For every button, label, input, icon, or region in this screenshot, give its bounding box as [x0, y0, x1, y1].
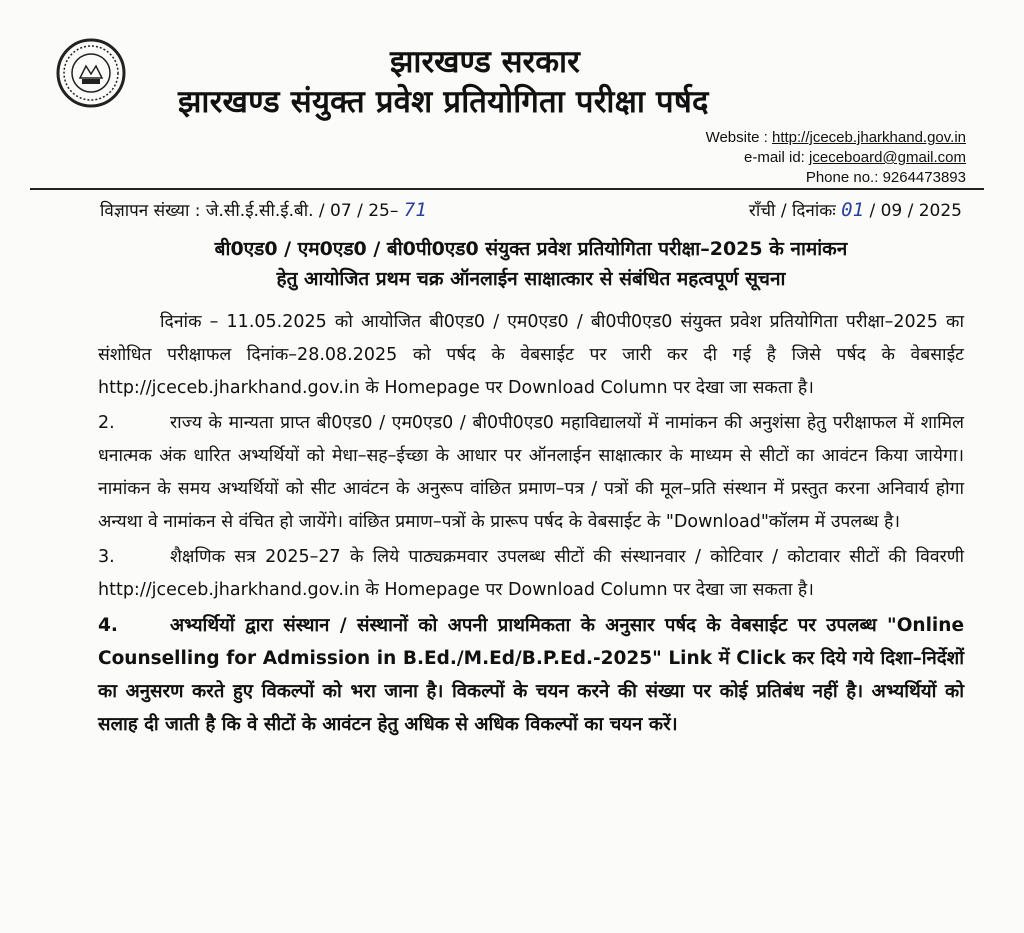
date-rest: / 09 / 2025 — [869, 201, 962, 221]
phone-label: Phone no.: — [805, 169, 879, 186]
paragraph-2 — [98, 407, 964, 539]
paragraph-3-number: 3. — [98, 547, 115, 567]
paragraph-1 — [98, 306, 964, 405]
organization-title: झारखण्ड संयुक्त प्रवेश प्रतियोगिता परीक्षा पर्षद — [178, 84, 709, 120]
phone-number: 9264473893 — [882, 169, 966, 186]
paragraph-2-text: राज्य के मान्यता प्राप्त बी0एड0 / एम0एड0 / बी0पी0एड0 महाविद्यालयों में नामांकन की अनुशंसा हेतु परीक्षाफल में शामिल धनात्मक अंक धारित अभ्यर्थियों को मेधा–सह–ईच्छा के आधार पर ऑनलाईन साक्षात्कार के माध्यम से सीटों का आवंटन किया जायेगा। नामांकन के समय अभ्यर्थियों को सीट आवंटन के अनुरूप वांछित प्रमाण–पत्र / पत्रों की मूल–प्रति संस्थान में प्रस्तुत करना अनिवार्य होगा अन्यथा वे नामांकन से वंचित हो जायेंगे। वांछित प्रमाण–पत्रों के प्रारूप पर्षद के वेबसाईट के "Download"कॉलम में उपलब्ध है। — [98, 413, 964, 532]
website-line — [706, 128, 966, 148]
jceceb-seal-logo — [56, 38, 126, 108]
paragraph-4-number: 4. — [98, 615, 118, 636]
paragraph-3-text: शैक्षणिक सत्र 2025–27 के लिये पाठ्यक्रमवार उपलब्ध सीटों की संस्थानवार / कोटिवार / कोटावार सीटों की विवरणी http://jceceb.jharkhand.gov.in के Homepage पर Download Column पर देखा जा सकता है। — [98, 547, 964, 600]
advertisement-number — [100, 198, 427, 221]
website-label: Website : — [705, 129, 768, 146]
contact-block — [706, 128, 966, 188]
government-title: झारखण्ड सरकार — [390, 44, 580, 80]
paragraph-3 — [98, 541, 964, 607]
email-link[interactable]: jceceboard@gmail.com — [809, 149, 966, 166]
email-label: e-mail id: — [744, 149, 805, 166]
notice-body — [98, 306, 964, 743]
date-label: राँची / दिनांकः — [748, 201, 836, 221]
notice-subject — [100, 234, 962, 294]
notice-date — [749, 198, 962, 221]
paragraph-2-number: 2. — [98, 413, 115, 433]
handwritten-day: 01 — [841, 199, 865, 221]
website-link[interactable]: http://jceceb.jharkhand.gov.in — [771, 129, 966, 146]
reference-line — [100, 198, 962, 221]
phone-line — [706, 168, 966, 188]
paragraph-1-text: दिनांक – 11.05.2025 को आयोजित बी0एड0 / एम0एड0 / बी0पी0एड0 संयुक्त प्रवेश प्रतियोगिता परीक्षा–2025 का संशोधित परीक्षाफल दिनांक–28.08.2025 को पर्षद के वेबसाईट पर जारी कर दी गई है जिसे पर्षद के वेबसाईट http://jceceb.jharkhand.gov.in के Homepage पर Download Column पर देखा जा सकता है। — [98, 312, 964, 398]
paragraph-4-text: अभ्यर्थियों द्वारा संस्थान / संस्थानों को अपनी प्राथमिकता के अनुसार पर्षद के वेबसाईट पर उपलब्ध "Online Counselling for Admission in B.Ed./M.Ed/B.P.Ed.-2025" Link में Click कर दिये गये दिशा–निर्देशों का अनुसरण करते हुए विकल्पों को भरा जाना है। विकल्पों के चयन करने की संख्या पर कोई प्रतिबंध नहीं है। अभ्यर्थियों को सलाह दी जाती है कि वे सीटों के आवंटन हेतु अधिक से अधिक विकल्पों का चयन करें। — [98, 615, 964, 735]
email-line — [706, 148, 966, 168]
handwritten-ref-number: 71 — [403, 199, 427, 221]
subject-line-1: बी0एड0 / एम0एड0 / बी0पी0एड0 संयुक्त प्रवेश प्रतियोगिता परीक्षा–2025 के नामांकन — [214, 238, 848, 260]
paragraph-4 — [98, 609, 964, 741]
header-divider — [30, 188, 984, 190]
subject-line-2: हेतु आयोजित प्रथम चक्र ऑनलाईन साक्षात्कार से संबंधित महत्वपूर्ण सूचना — [276, 268, 786, 290]
advertisement-label: विज्ञापन संख्या : जे.सी.ई.सी.ई.बी. / 07 / 25– — [100, 201, 399, 221]
